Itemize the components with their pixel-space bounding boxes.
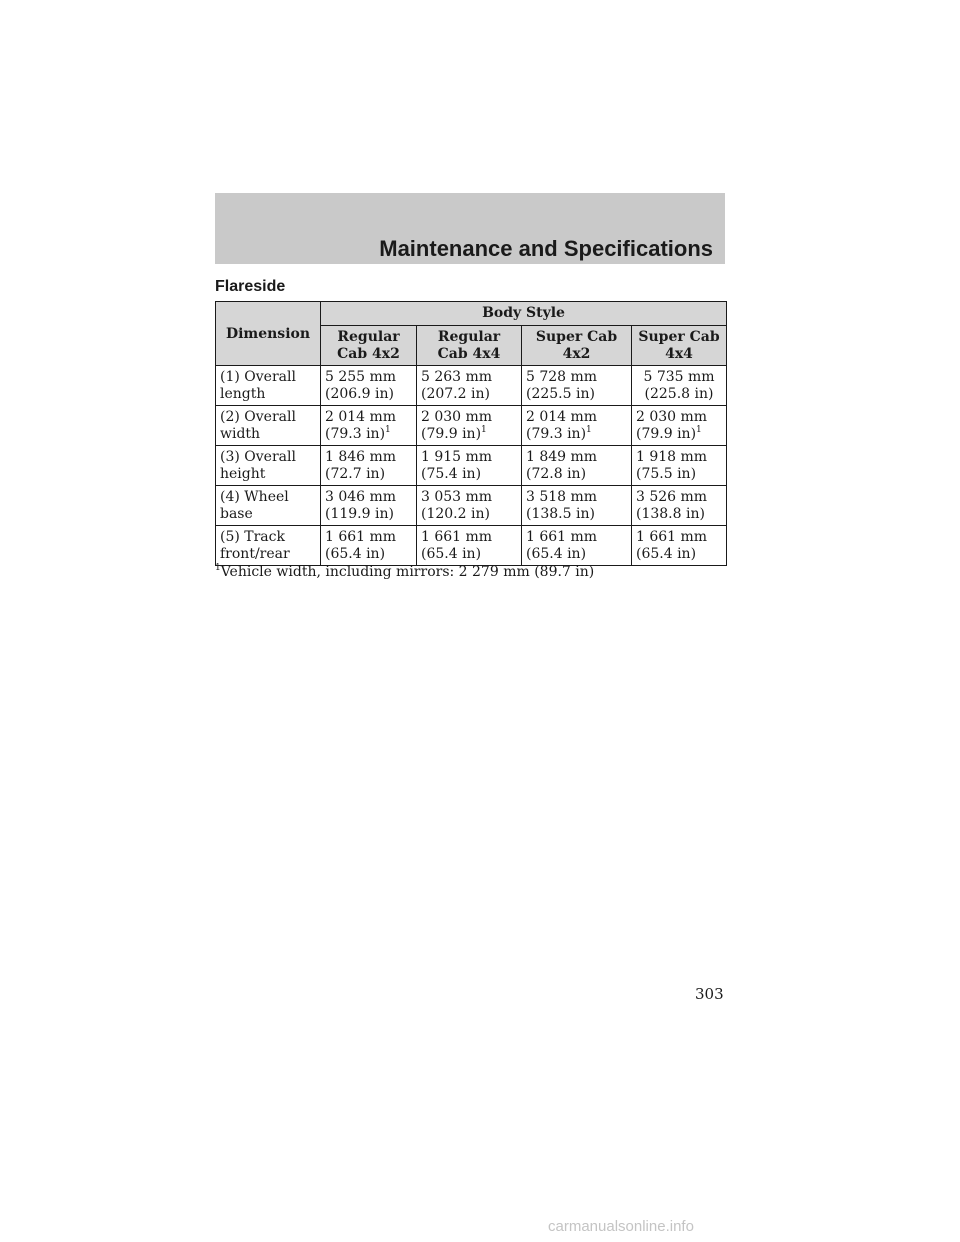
footnote-marker: 1	[481, 425, 487, 435]
table-cell: 2 030 mm (79.9 in)$^1$	[632, 406, 727, 446]
watermark-text: carmanualsonline.info	[548, 1218, 694, 1235]
table-cell: 1 661 mm (65.4 in)	[632, 526, 727, 566]
page-number: 303	[695, 985, 724, 1003]
footnote-marker: 1	[696, 425, 702, 435]
table-cell: 5 255 mm (206.9 in)	[321, 366, 417, 406]
table-cell: 1 661 mm (65.4 in)	[522, 526, 632, 566]
table-cell: 1 661 mm (65.4 in)	[321, 526, 417, 566]
row-label: (5) Track front/rear	[216, 526, 321, 566]
column-header-regular-cab-4x2: Regular Cab 4x2	[321, 326, 417, 366]
chapter-header-band	[215, 193, 725, 264]
table-row-overall-width	[216, 406, 727, 446]
chapter-title: Maintenance and Specifications	[379, 236, 713, 261]
table-row-overall-length	[216, 366, 727, 406]
table-cell: 2 030 mm (79.9 in)$^1$	[417, 406, 522, 446]
table-cell: 2 014 mm (79.3 in)$^1$	[321, 406, 417, 446]
table-header-row	[216, 302, 727, 326]
table-cell: 1 849 mm (72.8 in)	[522, 446, 632, 486]
row-label: (3) Overall height	[216, 446, 321, 486]
footnote-marker: 1	[385, 425, 391, 435]
dimension-column-header: Dimension	[216, 302, 321, 366]
footnote-marker: 1	[586, 425, 592, 435]
dimensions-table	[215, 301, 727, 566]
table-cell: 1 846 mm (72.7 in)	[321, 446, 417, 486]
table-cell: 3 046 mm (119.9 in)	[321, 486, 417, 526]
table-cell: 5 263 mm (207.2 in)	[417, 366, 522, 406]
table-cell: 3 518 mm (138.5 in)	[522, 486, 632, 526]
section-title: Flareside	[215, 278, 286, 295]
table-cell: 3 053 mm (120.2 in)	[417, 486, 522, 526]
footnote-marker: 1	[215, 563, 221, 573]
table-row-track	[216, 526, 727, 566]
column-header-super-cab-4x4: Super Cab 4x4	[632, 326, 727, 366]
column-header-regular-cab-4x4: Regular Cab 4x4	[417, 326, 522, 366]
table-cell: 1 661 mm (65.4 in)	[417, 526, 522, 566]
column-header-super-cab-4x2: Super Cab 4x2	[522, 326, 632, 366]
row-label: (4) Wheel base	[216, 486, 321, 526]
row-label: (2) Overall width	[216, 406, 321, 446]
footnote-text: Vehicle width, including mirrors: 2 279 mm (89.7 in)	[220, 564, 595, 580]
body-style-header: Body Style	[321, 302, 727, 326]
table-cell: 5 735 mm (225.8 in)	[632, 366, 727, 406]
table-footnote	[215, 564, 594, 581]
table-cell: 3 526 mm (138.8 in)	[632, 486, 727, 526]
table-cell: 1 915 mm (75.4 in)	[417, 446, 522, 486]
table-row-wheel-base	[216, 486, 727, 526]
row-label: (1) Overall length	[216, 366, 321, 406]
table-cell: 1 918 mm (75.5 in)	[632, 446, 727, 486]
table-row-overall-height	[216, 446, 727, 486]
table-cell: 2 014 mm (79.3 in)$^1$	[522, 406, 632, 446]
table-cell: 5 728 mm (225.5 in)	[522, 366, 632, 406]
